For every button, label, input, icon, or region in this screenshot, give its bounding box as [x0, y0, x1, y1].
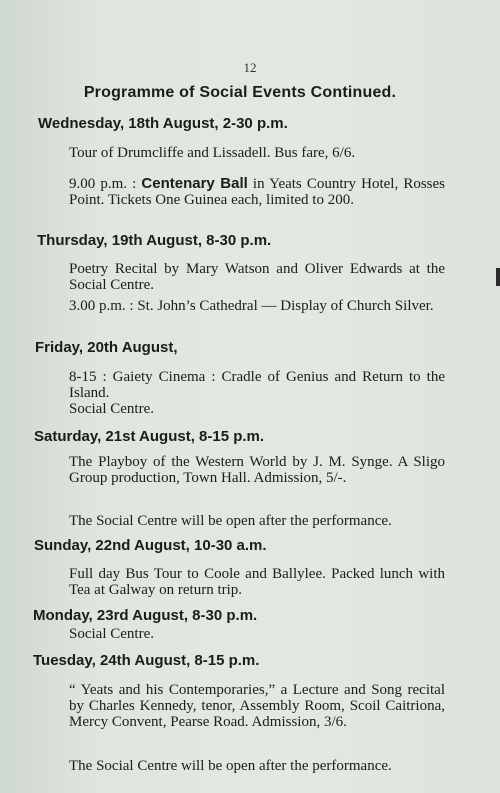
event-thursday-item-1: Poetry Recital by Mary Watson and Oliver Edwards at the Social Centre. — [69, 261, 445, 293]
event-title-wednesday: Wednesday, 18th August, 2-30 p.m. — [38, 115, 288, 132]
page-edge-mark — [496, 268, 500, 286]
event-wednesday-item-1: Tour of Drumcliffe and Lissadell. Bus fare, 6/6. — [69, 145, 356, 161]
event-wednesday-item-2-bold: Centenary Ball — [141, 175, 248, 192]
event-tuesday-item-1: “ Yeats and his Contemporaries,” a Lecture and Song recital by Charles Kennedy, tenor, Assembly Room, Scoil Caitriona, Mercy Convent, Pearse Road. Admission, 3/6. — [69, 682, 445, 730]
event-sunday-item-1: Full day Bus Tour to Coole and Ballylee. Packed lunch with Tea at Galway on return trip. — [69, 566, 445, 598]
event-wednesday-item-2-text: in Yeats Country Hotel, Rosses Point. Tickets One Guinea each, limited to 200. — [69, 176, 445, 208]
event-tuesday-item-2: The Social Centre will be open after the performance. — [69, 758, 392, 774]
event-wednesday-item-2-time: 9.00 p.m. : — [69, 176, 142, 192]
event-saturday-item-1: The Playboy of the Western World by J. M. Synge. A Sligo Group production, Town Hall. Admission, 5/-. — [69, 454, 445, 486]
event-friday-item-2: Social Centre. — [69, 401, 154, 417]
event-title-thursday: Thursday, 19th August, 8-30 p.m. — [37, 232, 272, 249]
event-title-sunday: Sunday, 22nd August, 10-30 a.m. — [34, 537, 267, 554]
page-number: 12 — [243, 60, 257, 75]
event-saturday-item-2: The Social Centre will be open after the performance. — [69, 513, 392, 529]
event-title-tuesday: Tuesday, 24th August, 8-15 p.m. — [33, 652, 260, 669]
event-title-friday: Friday, 20th August, — [35, 339, 178, 356]
event-thursday-item-2: 3.00 p.m. : St. John’s Cathedral — Display of Church Silver. — [69, 298, 434, 314]
event-wednesday-item-2 — [69, 176, 445, 208]
page-heading: Programme of Social Events Continued. — [83, 84, 397, 101]
event-monday-item-1: Social Centre. — [69, 626, 154, 642]
event-title-monday: Monday, 23rd August, 8-30 p.m. — [33, 607, 258, 624]
event-friday-item-1: 8-15 : Gaiety Cinema : Cradle of Genius and Return to the Island. — [69, 369, 445, 401]
event-title-saturday: Saturday, 21st August, 8-15 p.m. — [34, 428, 265, 445]
